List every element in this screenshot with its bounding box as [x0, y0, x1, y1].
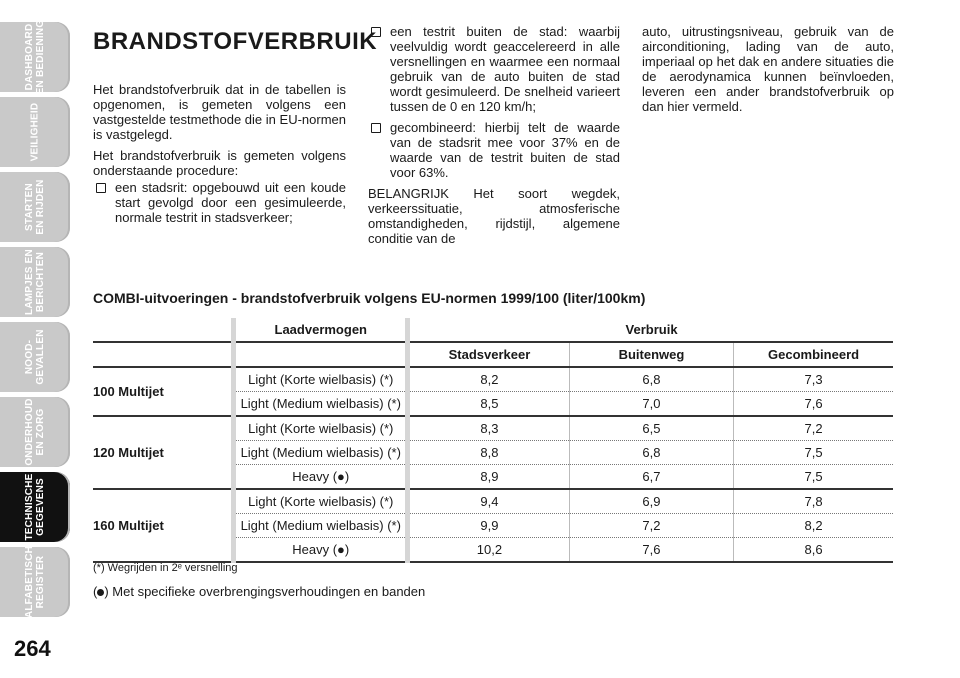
city-cell: 8,3	[408, 416, 570, 441]
footnote-text: Met specifieke overbrengingsverhoudingen en banden	[112, 584, 426, 599]
bullet-item: een stadsrit: opgebouwd uit een koude start gevolgd door een gesimuleerde, normale testrit in stadsverkeer;	[93, 180, 346, 225]
city-cell: 9,9	[408, 514, 570, 538]
load-cell: Light (Medium wielbasis) (*)	[234, 514, 408, 538]
header-consumption: Verbruik	[625, 322, 678, 337]
tab-dashboard[interactable]	[0, 19, 70, 95]
header-combined: Gecombineerd	[734, 342, 893, 367]
tab-starten[interactable]	[0, 172, 70, 242]
load-cell: Light (Medium wielbasis) (*)	[234, 441, 408, 465]
paragraph: Het brandstofverbruik is gemeten volgens onderstaande procedure:	[93, 148, 346, 178]
paragraph: BELANGRIJK Het soort wegdek, verkeerssituatie, atmosferische omstandigheden, rijdstijl, algemene conditie van de	[368, 186, 620, 246]
tab-lampjes[interactable]	[0, 247, 70, 317]
dot-icon	[97, 589, 104, 596]
paragraph: Het brandstofverbruik dat in de tabellen is opgenomen, is gemeten volgens een vastgestelde testmethode die in EU-normen is vastgelegd.	[93, 82, 346, 142]
highway-cell: 6,8	[569, 367, 733, 392]
combined-cell: 7,6	[734, 392, 893, 417]
tab-label: VEILIGHEID	[29, 102, 41, 162]
highway-cell: 7,6	[569, 538, 733, 563]
paragraph: auto, uitrustingsniveau, gebruik van de airconditioning, lading van de auto, imperiaal op het dak en andere situaties die de aerodynamica kunnen beïnvloeden, leveren een ander brandstofverbruik op dan hier vermeld.	[642, 24, 894, 114]
load-cell: Light (Korte wielbasis) (*)	[234, 489, 408, 514]
tab-label: ONDERHOUD EN ZORG	[24, 398, 46, 466]
tab-noodgevallen[interactable]	[0, 322, 70, 392]
city-cell: 8,8	[408, 441, 570, 465]
combined-cell: 7,8	[734, 489, 893, 514]
bullet-item: een testrit buiten de stad: waarbij veelvuldig wordt geaccelereerd in alle versnellingen en waarmee een normaal gebruik van de auto buiten de stad wordt gesimuleerd. De snelheid varieert tussen de 0 en 120 km/h;	[368, 24, 620, 114]
city-cell: 8,9	[480, 469, 499, 484]
load-cell: Light (Medium wielbasis) (*)	[234, 392, 408, 417]
footnote-gear: (*) Wegrijden in 2ᵉ versnelling	[93, 562, 238, 574]
combined-cell: 7,2	[734, 416, 893, 441]
tab-label: TECHNISCHE GEGEVENS	[24, 473, 46, 541]
city-cell: 8,5	[480, 396, 499, 411]
city-cell: 9,4	[408, 489, 570, 514]
tab-label: LAMPJES EN BERICHTEN	[24, 249, 46, 315]
load-cell: Light (Korte wielbasis) (*)	[234, 416, 408, 441]
header-load: Laadvermogen	[234, 318, 408, 342]
header-highway: Buitenweg	[569, 342, 733, 367]
engine-label: 120 Multijet	[93, 416, 234, 489]
header-city: Stadsverkeer	[408, 342, 570, 367]
load-cell: Light (Korte wielbasis) (*)	[234, 367, 408, 392]
combined-cell: 7,3	[734, 367, 893, 392]
highway-cell: 7,2	[569, 514, 733, 538]
tab-label: NOOD- GEVALLEN	[24, 329, 46, 385]
combined-cell: 7,5	[734, 441, 893, 465]
column-3	[642, 24, 894, 120]
highway-cell: 6,7	[569, 465, 733, 490]
highway-cell: 6,8	[569, 441, 733, 465]
column-2	[368, 24, 620, 252]
table-row	[93, 489, 893, 514]
engine-label: 160 Multijet	[93, 489, 234, 562]
bullet-item: gecombineerd: hierbij telt de waarde van de stadsrit mee voor 37% en de waarde van de testrit buiten de stad voor 63%.	[368, 120, 620, 180]
tab-veiligheid[interactable]	[0, 97, 70, 167]
combined-cell: 8,2	[734, 514, 893, 538]
combined-cell: 7,5	[734, 465, 893, 490]
footnote-heavy: ( ) Met specifieke overbrengingsverhoudingen en banden	[93, 584, 426, 599]
highway-cell: 6,5	[569, 416, 733, 441]
highway-cell: 7,0	[569, 392, 733, 417]
tab-label: ALFABETISCH REGISTER	[24, 545, 46, 619]
highway-cell: 6,9	[569, 489, 733, 514]
tab-technische-gegevens[interactable]	[0, 472, 70, 542]
city-cell: 10,2	[408, 538, 570, 563]
engine-label: 100 Multijet	[93, 367, 234, 416]
consumption-table	[93, 318, 893, 563]
section-title: BRANDSTOFVERBRUIK	[93, 28, 378, 55]
tab-label: STARTEN EN RIJDEN	[24, 179, 46, 235]
column-1	[93, 82, 346, 231]
city-cell: 8,2	[408, 367, 570, 392]
page-number: 264	[14, 636, 51, 661]
tab-label: DASHBOARD EN BEDIENING	[24, 19, 46, 95]
load-cell: Heavy (●)	[234, 465, 408, 490]
table-row	[93, 367, 893, 392]
tab-onderhoud[interactable]	[0, 397, 70, 467]
load-cell: Heavy (●)	[234, 538, 408, 563]
table-row	[93, 416, 893, 441]
table-title: COMBI-uitvoeringen - brandstofverbruik volgens EU-normen 1999/100 (liter/100km)	[93, 290, 646, 306]
combined-cell: 8,6	[734, 538, 893, 563]
tab-alfabetisch-register[interactable]	[0, 547, 70, 617]
